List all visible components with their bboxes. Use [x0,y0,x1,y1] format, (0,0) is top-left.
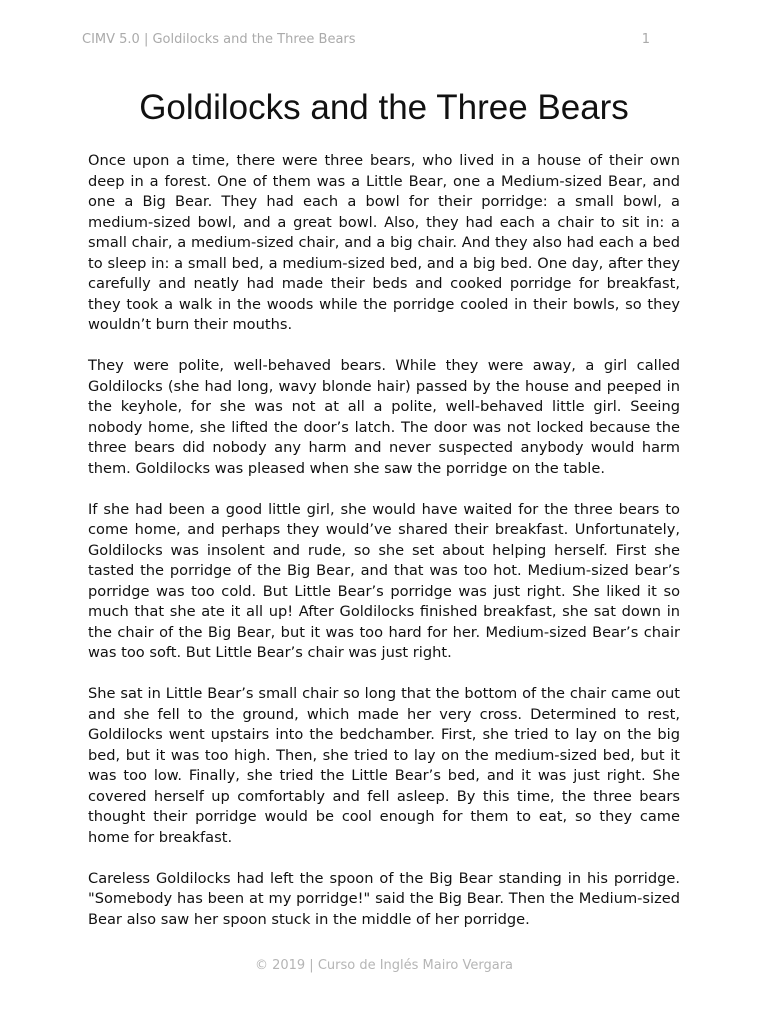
story-body [88,151,680,951]
page-number: 1 [641,31,650,47]
paragraph-2: They were polite, well-behaved bears. While they were away, a girl called Goldilocks (she had long, wavy blonde hair) passed by the house and peeped in the keyhole, for she was not at all a polite, well-behaved little girl. Seeing nobody home, she lifted the door’s latch. The door was not locked because the three bears did nobody any harm and never suspected anybody would harm them. Goldilocks was pleased when she saw the porridge on the table. [88,357,680,477]
running-header [82,30,650,48]
paragraph-1: Once upon a time, there were three bears, who lived in a house of their own deep in a forest. One of them was a Little Bear, one a Medium-sized Bear, and one a Big Bear. They had each a bowl for their porridge: a small bowl, a medium-sized bowl, and a great bowl. Also, they had each a chair to sit in: a small chair, a medium-sized chair, and a big chair. And they also had each a bed to sleep in: a small bed, a medium-sized bed, and a big bed. One day, after they carefully and neatly had made their beds and cooked porridge for breakfast, they took a walk in the woods while the porridge cooled in their bowls, so they wouldn’t burn their mouths. [88,152,680,333]
page-title: Goldilocks and the Three Bears [139,88,629,127]
page-footer: © 2019 | Curso de Inglés Mairo Vergara [254,958,514,973]
paragraph-5: Careless Goldilocks had left the spoon of the Big Bear standing in his porridge. "Somebody has been at my porridge!" said the Big Bear. Then the Medium-sized Bear also saw her spoon stuck in the middle of her porridge. [88,869,680,928]
paragraph-4: She sat in Little Bear’s small chair so long that the bottom of the chair came out and she fell to the ground, which made her very cross. Determined to rest, Goldilocks went upstairs into the bedchamber. First, she tried to lay on the big bed, but it was too high. Then, she tried to lay on the medium-sized bed, but it was too low. Finally, she tried the Little Bear’s bed, and it was just right. She covered herself up comfortably and fell asleep. By this time, the three bears thought their porridge would be cool enough for them to eat, so they came home for breakfast. [88,685,680,846]
paragraph-3: If she had been a good little girl, she would have waited for the three bears to come home, and perhaps they would’ve shared their breakfast. Unfortunately, Goldilocks was insolent and rude, so she set about helping herself. First she tasted the porridge of the Big Bear, and that was too hot. Medium-sized bear’s porridge was too cold. But Little Bear’s porridge was just right. She liked it so much that she ate it all up! After Goldilocks finished breakfast, she sat down in the chair of the Big Bear, but it was too hard for her. Medium-sized Bear’s chair was too soft. But Little Bear’s chair was just right. [88,500,680,661]
running-title: CIMV 5.0 | Goldilocks and the Three Bears [82,31,356,47]
